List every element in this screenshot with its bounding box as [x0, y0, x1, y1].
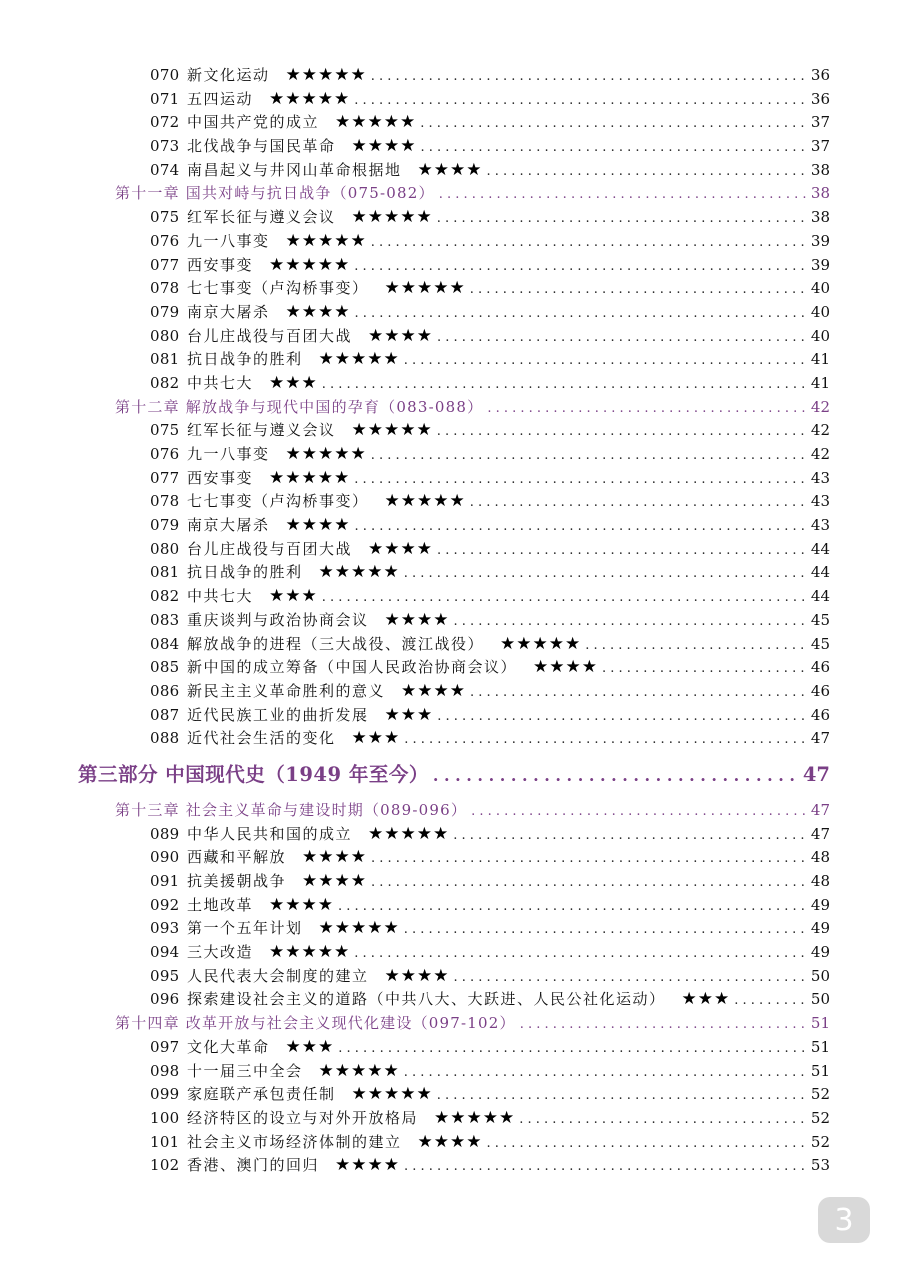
- importance-stars: ★★★★: [401, 680, 466, 701]
- toc-entry[interactable]: [0, 301, 905, 325]
- toc-entry[interactable]: [0, 1083, 905, 1107]
- dot-leader: [371, 871, 807, 895]
- importance-stars: ★★★★: [302, 847, 367, 868]
- entry-number: 076: [150, 231, 180, 250]
- entry-number: 082: [150, 373, 180, 392]
- entry-title: 中共七大: [187, 587, 254, 606]
- entry-title: 三大改造: [187, 943, 254, 962]
- page-ref: 40: [810, 302, 830, 321]
- page-ref: 46: [810, 681, 830, 700]
- toc-entry[interactable]: [0, 941, 905, 965]
- toc-entry[interactable]: [0, 727, 905, 751]
- toc-entry[interactable]: [0, 467, 905, 491]
- dot-leader: [420, 136, 806, 160]
- entry-title: 文化大革命: [187, 1037, 270, 1056]
- toc-entry[interactable]: [0, 159, 905, 183]
- entry-number: 089: [150, 824, 180, 843]
- importance-stars: ★★★★★: [318, 562, 400, 583]
- dot-leader: [520, 1013, 807, 1037]
- page-ref: 36: [810, 66, 830, 84]
- page-ref: 51: [810, 1061, 830, 1080]
- entry-title: 西藏和平解放: [187, 848, 287, 867]
- importance-stars: ★★★★★: [318, 349, 400, 370]
- page-ref: 40: [810, 326, 830, 345]
- entry-title: 土地改革: [187, 895, 254, 914]
- dot-leader: [437, 420, 807, 444]
- page-ref: 48: [810, 872, 830, 890]
- entry-number: 079: [150, 302, 180, 321]
- dot-leader: [470, 491, 807, 515]
- entry-number: 086: [150, 681, 180, 700]
- toc-entry[interactable]: [0, 1131, 905, 1155]
- importance-stars: ★★★: [269, 586, 318, 607]
- part-heading[interactable]: [0, 751, 905, 799]
- entry-number: 088: [150, 729, 180, 748]
- entry-title: 家庭联产承包责任制: [187, 1085, 336, 1104]
- importance-stars: ★★★★: [368, 325, 433, 346]
- entry-number: 071: [150, 89, 180, 108]
- entry-title: 近代民族工业的曲折发展: [187, 705, 369, 724]
- importance-stars: ★★★★★: [318, 1060, 400, 1081]
- toc-entry[interactable]: [0, 656, 905, 680]
- entry-number: 085: [150, 658, 180, 677]
- page-ref: 45: [810, 610, 830, 629]
- toc-entry[interactable]: [0, 965, 905, 989]
- entry-title: 北伐战争与国民革命: [187, 137, 336, 156]
- importance-stars: ★★★★: [302, 871, 367, 891]
- toc-entry[interactable]: [0, 277, 905, 301]
- entry-number: 076: [150, 445, 180, 463]
- dot-leader: [437, 539, 807, 563]
- importance-stars: ★★★★★: [269, 467, 351, 488]
- toc-entry[interactable]: [0, 538, 905, 562]
- importance-stars: ★★★★: [417, 1131, 483, 1152]
- page-ref: 41: [810, 350, 830, 369]
- page-ref: 51: [810, 1014, 830, 1033]
- entry-number: 096: [150, 990, 180, 1009]
- chapter-heading[interactable]: [0, 182, 905, 206]
- page-ref: 37: [810, 113, 830, 132]
- toc-entry[interactable]: [0, 1107, 905, 1131]
- entry-number: 093: [150, 919, 180, 938]
- dot-leader: [371, 65, 807, 89]
- toc-entry[interactable]: [0, 490, 905, 514]
- entry-title: 新中国的成立筹备（中国人民政治协商会议）: [187, 658, 518, 677]
- dot-leader: [354, 89, 807, 113]
- dot-leader: [470, 681, 807, 705]
- toc-entry[interactable]: [0, 372, 905, 396]
- page-ref: 36: [810, 89, 830, 108]
- entry-title: 第十三章 社会主义革命与建设时期（089-096）: [115, 800, 468, 819]
- entry-title: 台儿庄战役与百团大战: [187, 539, 353, 558]
- dot-leader: [338, 895, 807, 919]
- dot-leader: [486, 1132, 806, 1156]
- entry-title: 第十四章 改革开放与社会主义现代化建设（097-102）: [115, 1014, 516, 1033]
- toc-entry[interactable]: [0, 111, 905, 135]
- importance-stars: ★★★★: [533, 657, 598, 678]
- page-ref: 48: [810, 848, 830, 867]
- dot-leader: [404, 918, 807, 942]
- toc-entry[interactable]: [0, 585, 905, 609]
- entry-title: 九一八事变: [187, 445, 270, 463]
- entry-title: 重庆谈判与政治协商会议: [187, 610, 369, 629]
- page-ref: 43: [810, 516, 830, 535]
- toc-entry[interactable]: [0, 88, 905, 112]
- page-ref: 40: [810, 279, 830, 298]
- page-ref: 47: [810, 729, 830, 748]
- dot-leader: [404, 1155, 807, 1179]
- dot-leader: [453, 610, 806, 634]
- dot-leader: [354, 255, 807, 279]
- entry-number: 074: [150, 160, 180, 179]
- entry-title: 抗美援朝战争: [187, 872, 287, 890]
- page-ref: 53: [810, 1156, 830, 1175]
- entry-number: 097: [150, 1037, 180, 1056]
- page-ref: 47: [810, 800, 830, 819]
- entry-title: 南京大屠杀: [187, 302, 270, 321]
- page-ref: 49: [810, 895, 830, 914]
- dot-leader: [437, 1084, 807, 1108]
- toc-entry[interactable]: [0, 348, 905, 372]
- importance-stars: ★★★★: [384, 965, 450, 986]
- importance-stars: ★★★★★: [269, 88, 351, 109]
- importance-stars: ★★★★★: [384, 278, 466, 299]
- entry-number: 094: [150, 943, 180, 962]
- dot-leader: [439, 183, 807, 207]
- dot-leader: [322, 586, 807, 610]
- toc-entry[interactable]: [0, 894, 905, 918]
- dot-leader: [354, 468, 807, 492]
- page-ref: 38: [810, 208, 830, 227]
- entry-title: 十一届三中全会: [187, 1061, 303, 1080]
- importance-stars: ★★★★: [335, 1155, 400, 1176]
- toc-entry[interactable]: [0, 846, 905, 870]
- entry-number: 080: [150, 539, 180, 558]
- importance-stars: ★★★: [285, 1036, 335, 1057]
- toc-entry[interactable]: [0, 64, 905, 88]
- dot-leader: [404, 728, 807, 752]
- toc-entry[interactable]: [0, 135, 905, 159]
- dot-leader: [471, 800, 807, 824]
- dot-leader: [437, 326, 807, 350]
- dot-leader: [585, 634, 807, 658]
- entry-title: 五四运动: [187, 89, 254, 108]
- entry-title: 探索建设社会主义的道路（中共八大、大跃进、人民公社化运动）: [187, 990, 666, 1009]
- page-ref: 50: [810, 990, 830, 1009]
- page-ref: 39: [810, 255, 830, 274]
- importance-stars: ★★★: [681, 989, 731, 1010]
- dot-leader: [371, 444, 807, 468]
- dot-leader: [420, 112, 807, 136]
- entry-number: 098: [150, 1061, 180, 1080]
- importance-stars: ★★★: [384, 704, 434, 725]
- chapter-heading[interactable]: [0, 396, 905, 420]
- importance-stars: ★★★★★: [351, 207, 433, 228]
- entry-number: 102: [150, 1156, 180, 1175]
- page-ref: 46: [810, 658, 830, 677]
- entry-title: 第三部分 中国现代史（1949 年至今）: [78, 762, 429, 786]
- entry-title: 台儿庄战役与百团大战: [187, 326, 353, 345]
- dot-leader: [433, 752, 799, 800]
- entry-title: 人民代表大会制度的建立: [187, 966, 369, 985]
- toc-entry[interactable]: [0, 325, 905, 349]
- entry-title: 抗日战争的胜利: [187, 350, 303, 369]
- entry-number: 077: [150, 468, 180, 487]
- page-ref: 47: [802, 762, 830, 786]
- chapter-heading[interactable]: [0, 1012, 905, 1036]
- toc-entry[interactable]: [0, 704, 905, 728]
- entry-number: 101: [150, 1132, 180, 1151]
- page-ref: 46: [810, 705, 830, 724]
- page-ref: 43: [810, 492, 830, 511]
- entry-title: 第一个五年计划: [187, 919, 303, 938]
- importance-stars: ★★★★★: [368, 823, 450, 844]
- table-of-contents: [0, 64, 905, 1178]
- entry-number: 073: [150, 137, 180, 156]
- toc-entry[interactable]: [0, 870, 905, 894]
- dot-leader: [470, 278, 807, 302]
- toc-entry[interactable]: [0, 823, 905, 847]
- page-ref: 43: [810, 468, 830, 487]
- entry-title: 第十一章 国共对峙与抗日战争（075-082）: [115, 184, 435, 203]
- entry-number: 080: [150, 326, 180, 345]
- importance-stars: ★★★★★: [269, 942, 351, 963]
- page-ref: 42: [810, 397, 830, 416]
- entry-title: 七七事变（卢沟桥事变）: [187, 279, 369, 298]
- dot-leader: [602, 657, 807, 681]
- toc-entry[interactable]: [0, 680, 905, 704]
- toc-entry[interactable]: [0, 988, 905, 1012]
- entry-number: 081: [150, 563, 180, 582]
- entry-title: 抗日战争的胜利: [187, 563, 303, 582]
- entry-title: 南昌起义与井冈山革命根据地: [187, 160, 402, 179]
- entry-number: 084: [150, 634, 180, 653]
- toc-entry[interactable]: [0, 254, 905, 278]
- importance-stars: ★★★★★: [285, 230, 367, 251]
- page-ref: 38: [810, 184, 830, 203]
- toc-entry[interactable]: [0, 419, 905, 443]
- page-ref: 44: [810, 539, 830, 558]
- page-ref: 39: [810, 231, 830, 250]
- importance-stars: ★★★★★: [285, 65, 367, 85]
- entry-number: 091: [150, 872, 180, 890]
- entry-title: 解放战争的进程（三大战役、渡江战役）: [187, 634, 485, 653]
- entry-number: 079: [150, 516, 180, 535]
- toc-entry[interactable]: [0, 917, 905, 941]
- page-ref: 49: [810, 919, 830, 938]
- dot-leader: [354, 302, 806, 326]
- page-ref: 49: [810, 943, 830, 962]
- importance-stars: ★★★★: [351, 136, 417, 157]
- importance-stars: ★★★: [351, 728, 401, 749]
- entry-number: 077: [150, 255, 180, 274]
- entry-number: 095: [150, 966, 180, 985]
- entry-title: 中共七大: [187, 373, 254, 392]
- page-ref: 50: [810, 966, 830, 985]
- entry-title: 南京大屠杀: [187, 516, 270, 535]
- entry-number: 078: [150, 279, 180, 298]
- entry-title: 九一八事变: [187, 231, 270, 250]
- importance-stars: ★★★: [269, 372, 318, 393]
- toc-entry[interactable]: [0, 443, 905, 467]
- dot-leader: [453, 824, 807, 848]
- entry-title: 七七事变（卢沟桥事变）: [187, 492, 369, 511]
- entry-title: 新民主主义革命胜利的意义: [187, 681, 386, 700]
- page-ref: 44: [810, 587, 830, 606]
- entry-number: 078: [150, 492, 180, 511]
- importance-stars: ★★★★★: [351, 420, 433, 441]
- entry-title: 红军长征与遵义会议: [187, 208, 336, 227]
- dot-leader: [734, 989, 807, 1013]
- page-number-badge: 3: [818, 1197, 870, 1243]
- page-ref: 42: [810, 421, 830, 440]
- dot-leader: [354, 515, 806, 539]
- dot-leader: [519, 1108, 807, 1132]
- dot-leader: [437, 705, 807, 729]
- entry-title: 香港、澳门的回归: [187, 1156, 320, 1175]
- dot-leader: [354, 942, 807, 966]
- page-ref: 47: [810, 824, 830, 843]
- toc-entry[interactable]: [0, 561, 905, 585]
- entry-number: 092: [150, 895, 180, 914]
- dot-leader: [437, 207, 807, 231]
- entry-number: 083: [150, 610, 180, 629]
- dot-leader: [338, 1037, 807, 1061]
- entry-number: 082: [150, 587, 180, 606]
- page-ref: 52: [810, 1085, 830, 1104]
- page-ref: 51: [810, 1037, 830, 1056]
- dot-leader: [322, 373, 807, 397]
- toc-entry[interactable]: [0, 1154, 905, 1178]
- page-ref: 41: [810, 373, 830, 392]
- toc-entry[interactable]: [0, 609, 905, 633]
- importance-stars: ★★★★★: [434, 1107, 516, 1128]
- entry-title: 西安事变: [187, 468, 254, 487]
- entry-title: 中华人民共和国的成立: [187, 824, 353, 843]
- entry-title: 新文化运动: [187, 66, 270, 84]
- page-ref: 52: [810, 1132, 830, 1151]
- importance-stars: ★★★★: [417, 159, 483, 180]
- page-ref: 38: [810, 160, 830, 179]
- importance-stars: ★★★★★: [335, 112, 417, 133]
- importance-stars: ★★★★: [368, 538, 433, 559]
- importance-stars: ★★★★★: [351, 1084, 433, 1105]
- dot-leader: [404, 1061, 807, 1085]
- page-ref: 44: [810, 563, 830, 582]
- entry-number: 070: [150, 66, 180, 84]
- toc-entry[interactable]: [0, 1060, 905, 1084]
- page-ref: 45: [810, 634, 830, 653]
- entry-title: 经济特区的设立与对外开放格局: [187, 1108, 419, 1127]
- dot-leader: [371, 847, 807, 871]
- entry-number: 100: [150, 1108, 180, 1127]
- entry-title: 第十二章 解放战争与现代中国的孕育（083-088）: [115, 397, 484, 416]
- entry-number: 090: [150, 848, 180, 867]
- entry-number: 087: [150, 705, 180, 724]
- importance-stars: ★★★★: [384, 609, 450, 630]
- entry-number: 072: [150, 113, 180, 132]
- entry-title: 红军长征与遵义会议: [187, 421, 336, 440]
- entry-title: 西安事变: [187, 255, 254, 274]
- chapter-heading[interactable]: [0, 799, 905, 823]
- dot-leader: [404, 562, 807, 586]
- entry-number: 075: [150, 208, 180, 227]
- importance-stars: ★★★★: [285, 301, 351, 322]
- importance-stars: ★★★★★: [384, 491, 466, 512]
- dot-leader: [371, 231, 807, 255]
- importance-stars: ★★★★★: [500, 633, 582, 654]
- entry-title: 社会主义市场经济体制的建立: [187, 1132, 402, 1151]
- dot-leader: [404, 349, 807, 373]
- dot-leader: [487, 397, 807, 421]
- toc-entry[interactable]: [0, 633, 905, 657]
- entry-title: 中国共产党的成立: [187, 113, 320, 132]
- toc-entry[interactable]: [0, 230, 905, 254]
- importance-stars: ★★★★★: [269, 254, 351, 275]
- entry-title: 近代社会生活的变化: [187, 729, 336, 748]
- page-ref: 52: [810, 1108, 830, 1127]
- dot-leader: [486, 160, 806, 184]
- entry-number: 099: [150, 1085, 180, 1104]
- importance-stars: ★★★★★: [285, 444, 367, 464]
- toc-entry[interactable]: [0, 1036, 905, 1060]
- page-ref: 37: [810, 137, 830, 156]
- dot-leader: [453, 966, 806, 990]
- importance-stars: ★★★★★: [318, 918, 400, 939]
- importance-stars: ★★★★: [285, 515, 351, 536]
- entry-number: 075: [150, 421, 180, 440]
- toc-entry[interactable]: [0, 514, 905, 538]
- page-ref: 42: [810, 445, 830, 463]
- toc-entry[interactable]: [0, 206, 905, 230]
- entry-number: 081: [150, 350, 180, 369]
- importance-stars: ★★★★: [269, 894, 334, 915]
